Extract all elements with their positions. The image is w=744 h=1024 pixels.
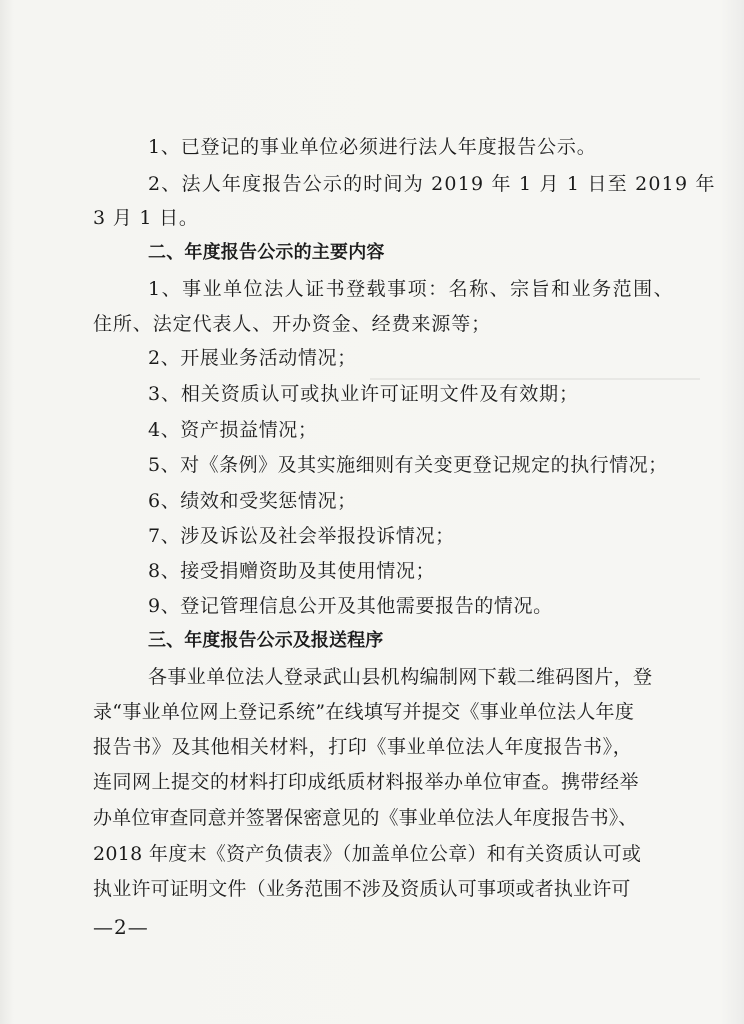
- text-line: 住所、法定代表人、开办资金、经费来源等；: [93, 313, 492, 335]
- text-line: 3、相关资质认可或执业许可证明文件及有效期；: [148, 383, 579, 405]
- text-line: 2018 年度末《资产负债表》（加盖单位公章）和有关资质认可或: [93, 843, 642, 865]
- text-line: 1、事业单位法人证书登载事项：名称、宗旨和业务范围、: [148, 278, 675, 300]
- text-line: 2、开展业务活动情况；: [148, 347, 357, 369]
- text-line: 1、已登记的事业单位必须进行法人年度报告公示。: [148, 136, 597, 158]
- text-line: 5、对《条例》及其实施细则有关变更登记规定的执行情况；: [148, 454, 668, 476]
- section-heading: 三、年度报告公示及报送程序: [148, 630, 384, 651]
- text-line: 办单位审查同意并签署保密意见的《事业单位法人年度报告书》、: [93, 807, 638, 829]
- text-line: 连同网上提交的材料打印成纸质材料报举办单位审查。携带经举: [93, 771, 640, 793]
- show-through-rule: [370, 378, 700, 380]
- text-line: 录“事业单位网上登记系统”在线填写并提交《事业单位法人年度: [93, 701, 635, 723]
- text-line: 8、接受捐赠资助及其使用情况；: [148, 560, 436, 582]
- page-number: —2—: [93, 915, 149, 939]
- text-line: 2、法人年度报告公示的时间为 2019 年 1 月 1 日至 2019 年: [148, 173, 716, 195]
- text-line: 9、登记管理信息公开及其他需要报告的情况。: [148, 595, 553, 617]
- text-line: 各事业单位法人登录武山县机构编制网下载二维码图片，登: [148, 666, 653, 688]
- text-line: 4、资产损益情况；: [148, 419, 318, 441]
- text-line: 执业许可证明文件（业务范围不涉及资质认可事项或者执业许可: [93, 878, 631, 900]
- text-line: 6、绩效和受奖惩情况；: [148, 490, 357, 512]
- text-line: 报告书》及其他相关材料，打印《事业单位法人年度报告书》，: [93, 736, 633, 758]
- text-line: 3 月 1 日。: [93, 207, 199, 229]
- text-line: 7、涉及诉讼及社会举报投诉情况；: [148, 525, 455, 547]
- section-heading: 二、年度报告公示的主要内容: [148, 242, 385, 263]
